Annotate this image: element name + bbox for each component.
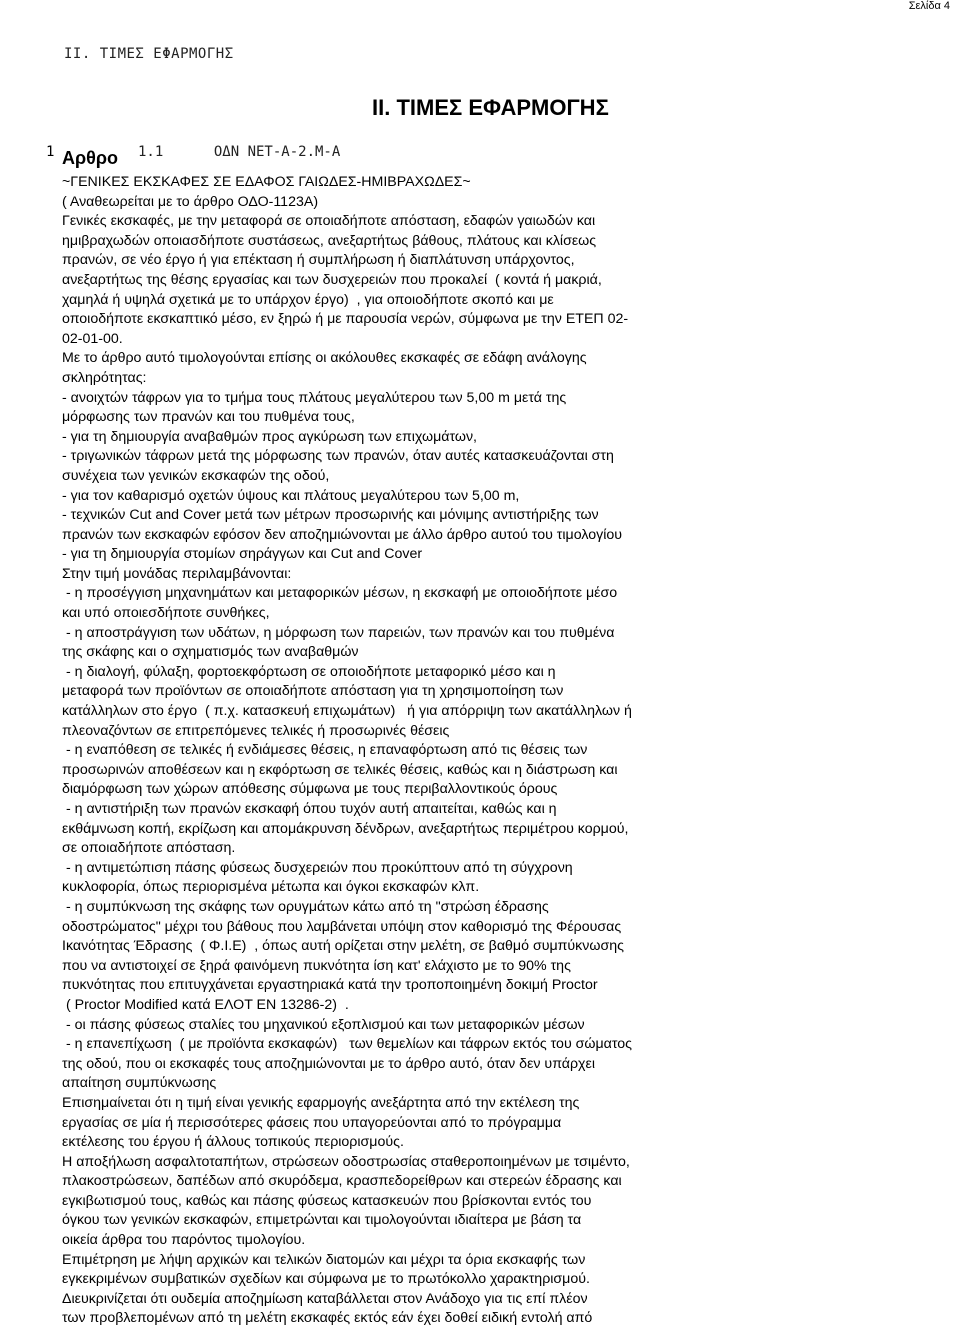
text-line: σκληρότητας: [62, 369, 147, 386]
text-line: ( Proctor Modified κατά ΕΛΟΤ ΕΝ 13286-2) . [62, 996, 349, 1013]
text-line: εγκιβωτισμού τους, καθώς και πάσης φύσεως κατασκευών που βρίσκονται εντός του [62, 1192, 592, 1209]
section-title: II. ΤΙΜΕΣ ΕΦΑΡΜΟΓΗΣ [372, 95, 609, 120]
text-line: οδοστρώματος" μέχρι του βάθους που λαμβάνεται υπόψη στον καθορισμό της Φέρουσας [62, 918, 622, 935]
text-line: 02-01-00. [62, 330, 123, 347]
text-line: - ανοιχτών τάφρων για το τμήμα τους πλάτους μεγαλύτερου των 5,00 m μετά της [62, 389, 567, 406]
text-line: Γενικές εκσκαφές, με την μεταφορά σε οποιαδήποτε απόσταση, εδαφών γαιωδών και [62, 213, 596, 230]
text-line: Επισημαίνεται ότι η τιμή είναι γενικής εφαρμογής ανεξάρτητα από την εκτέλεση της [62, 1094, 580, 1111]
text-line: - η διαλογή, φύλαξη, φορτοεκφόρτωση σε οποιοδήποτε μεταφορικό μέσο και η [62, 663, 556, 680]
text-line: - για τον καθαρισμό οχετών ύψους και πλάτους μεγαλύτερου των 5,00 m, [62, 487, 520, 504]
article-code: 1.1 ΟΔΝ ΝΕΤ-Α-2.Μ-Α [138, 144, 341, 160]
text-line: συνέχεια των γενικών εκσκαφών της οδού, [62, 467, 330, 484]
text-line: μεταφορά των προϊόντων σε οποιαδήποτε απόσταση για τη χρησιμοποίηση των [62, 683, 564, 700]
article-number: 1 [46, 144, 55, 160]
text-line: ανεξαρτήτως της θέσης εργασίας και των δυσχερειών που προκαλεί ( κοντά ή μακριά, [62, 271, 602, 288]
text-line: - τεχνικών Cut and Cover μετά των μέτρων προσωρινής και μόνιμης αντιστήριξης των [62, 507, 599, 524]
text-line: μόρφωσης των πρανών και του πυθμένα τους, [62, 409, 355, 426]
text-line: πλακοστρώσεων, δαπέδων από σκυρόδεμα, κρασπεδορείθρων και στερεών έδρασης και [62, 1173, 622, 1190]
text-line: Με το άρθρο αυτό τιμολογούνται επίσης οι ακόλουθες εκσκαφές σε εδάφη ανάλογης [62, 350, 587, 367]
text-line: χαμηλά ή υψηλά σχετικά με το υπάρχον έργο) , για οποιοδήποτε σκοπό και με [62, 291, 554, 308]
text-line: οικεία άρθρα του παρόντος τιμολογίου. [62, 1232, 306, 1249]
text-line: εκθάμνωση κοπή, εκρίζωση και απομάκρυνση δένδρων, ανεξαρτήτως περιμέτρου κορμού, [62, 820, 629, 837]
text-line: απαίτηση συμπύκνωσης [62, 1075, 217, 1092]
text-line: όγκου των γενικών εκσκαφών, επιμετρώνται και τιμολογούνται ιδιαίτερα με βάση τα [62, 1212, 582, 1229]
text-line: διαμόρφωση των χώρων απόθεσης σύμφωνα με τους περιβαλλοντικούς όρους [62, 781, 558, 798]
text-line: Στην τιμή μονάδας περιλαμβάνονται: [62, 565, 292, 582]
text-line: κυκλοφορία, όπως περιορισμένα μέτωπα και όγκοι εκσκαφών κλπ. [62, 879, 480, 896]
text-line: - η αποστράγγιση των υδάτων, η μόρφωση των παρειών, των πρανών και του πυθμένα [62, 624, 615, 641]
text-line: - για τη δημιουργία στομίων σηράγγων και Cut and Cover [62, 546, 423, 563]
text-line: - η αντιμετώπιση πάσης φύσεως δυσχερειών που προκύπτουν από τη σύγχρονη [62, 859, 573, 876]
article-body [62, 173, 722, 1329]
text-line: εργασίας σε μία ή περισσότερες φάσεις που υπαγορεύονται από το πρόγραμμα [62, 1114, 562, 1131]
text-line: εκτέλεσης του έργου ή άλλους τοπικούς περιορισμούς. [62, 1134, 404, 1151]
text-line: προσωρινών αποθέσεων και η εκφόρτωση σε τελικές θέσεις, καθώς και η διάστρωση και [62, 761, 618, 778]
text-line: της οδού, που οι εκσκαφές τους αποζημιώνονται με το άρθρο αυτό, όταν δεν υπάρχει [62, 1055, 595, 1072]
text-line: ~ΓΕΝΙΚΕΣ ΕΚΣΚΑΦΕΣ ΣΕ ΕΔΑΦΟΣ ΓΑΙΩΔΕΣ-ΗΜΙΒΡΑΧΩΔΕΣ~ [62, 174, 471, 190]
text-line: Ικανότητας Έδρασης ( Φ.Ι.Ε) , όπως αυτή ορίζεται στην μελέτη, σε βαθμό συμπύκνωσης [62, 938, 624, 955]
text-line: Η αποξήλωση ασφαλτοταπήτων, στρώσεων οδοστρωσίας σταθεροποιημένων με τσιμέντο, [62, 1153, 630, 1170]
text-line: Επιμέτρηση με λήψη αρχικών και τελικών διατομών και μέχρι τα όρια εκσκαφής των [62, 1251, 586, 1268]
text-line: οποιοδήποτε εκσκαπτικό μέσο, εν ξηρώ ή με παρουσία νερών, σύμφωνα με την ΕΤΕΠ 02- [62, 311, 629, 328]
text-line: και υπό οποιεσδήποτε συνθήκες, [62, 605, 270, 622]
text-line: ημιβραχωδών οποιασδήποτε συστάσεως, ανεξαρτήτως βάθους, πλάτους και κλίσεως [62, 232, 597, 249]
page-number: Σελίδα 4 [908, 0, 950, 12]
text-line: πρανών των εκσκαφών εφόσον δεν αποζημιώνονται με άλλο άρθρο αυτού του τιμολογίου [62, 526, 623, 543]
text-line: ( Αναθεωρείται με το άρθρο ΟΔΟ-1123Α) [62, 193, 319, 210]
text-line: σε οποιαδήποτε απόσταση. [62, 840, 236, 857]
text-line: που να αντιστοιχεί σε ξηρά φαινόμενη πυκνότητα ίση κατ' ελάχιστο με το 90% της [62, 957, 571, 974]
text-line: - η συμπύκνωση της σκάφης των ορυγμάτων κάτω από τη "στρώση έδρασης [62, 898, 549, 915]
text-line: - η επανεπίχωση ( με προϊόντα εκσκαφών) των θεμελίων και τάφρων εκτός του σώματος [62, 1036, 632, 1053]
text-line: των προβλεπομένων από τη μελέτη εκσκαφές εκτός εάν έχει δοθεί ειδική εντολή από [62, 1310, 593, 1327]
text-line: Διευκρινίζεται ότι ουδεμία αποζημίωση καταβάλλεται στον Ανάδοχο για τις επί πλέον [62, 1290, 588, 1307]
article-label: Αρθρο [62, 148, 118, 168]
text-line: - τριγωνικών τάφρων μετά της μόρφωσης των πρανών, όταν αυτές κατασκευάζονται στη [62, 448, 614, 465]
text-line: - για τη δημιουργία αναβαθμών προς αγκύρωση των επιχωμάτων, [62, 428, 477, 445]
text-line: - η αντιστήριξη των πρανών εκσκαφή όπου τυχόν αυτή απαιτείται, καθώς και η [62, 801, 557, 817]
text-line: πυκνότητας που επιτυγχάνεται εργαστηριακά κατά την τροποποιημένη δοκιμή Proctor [62, 977, 598, 994]
text-line: πρανών, σε νέο έργο ή για επέκταση ή συμπλήρωση ή διαπλάτυνση υπάρχοντος, [62, 252, 575, 269]
text-line: - οι πάσης φύσεως σταλίες του μηχανικού εξοπλισμού και των μεταφορικών μέσων [62, 1016, 585, 1033]
text-line: - η εναπόθεση σε τελικές ή ενδιάμεσες θέσεις, η επαναφόρτωση από τις θέσεις των [62, 742, 588, 759]
text-line: εγκεκριμένων συμβατικών σχεδίων και σύμφωνα με το πρωτόκολλο χαρακτηρισμού. [62, 1271, 590, 1288]
text-line: - η προσέγγιση μηχανημάτων και μεταφορικών μέσων, η εκσκαφή με οποιοδήποτε μέσο [62, 585, 618, 602]
section-heading-mono: II. ΤΙΜΕΣ ΕΦΑΡΜΟΓΗΣ [64, 46, 234, 62]
text-line: κατάλληλων στο έργο ( π.χ. κατασκευή επιχωμάτων) ή για απόρριψη των ακατάλληλων ή [62, 703, 632, 720]
text-line: της σκάφης και ο σχηματισμός των αναβαθμών [62, 644, 359, 661]
text-line: πλεοναζόντων σε επιτρεπόμενες τελικές ή προσωρινές θέσεις [62, 722, 450, 739]
